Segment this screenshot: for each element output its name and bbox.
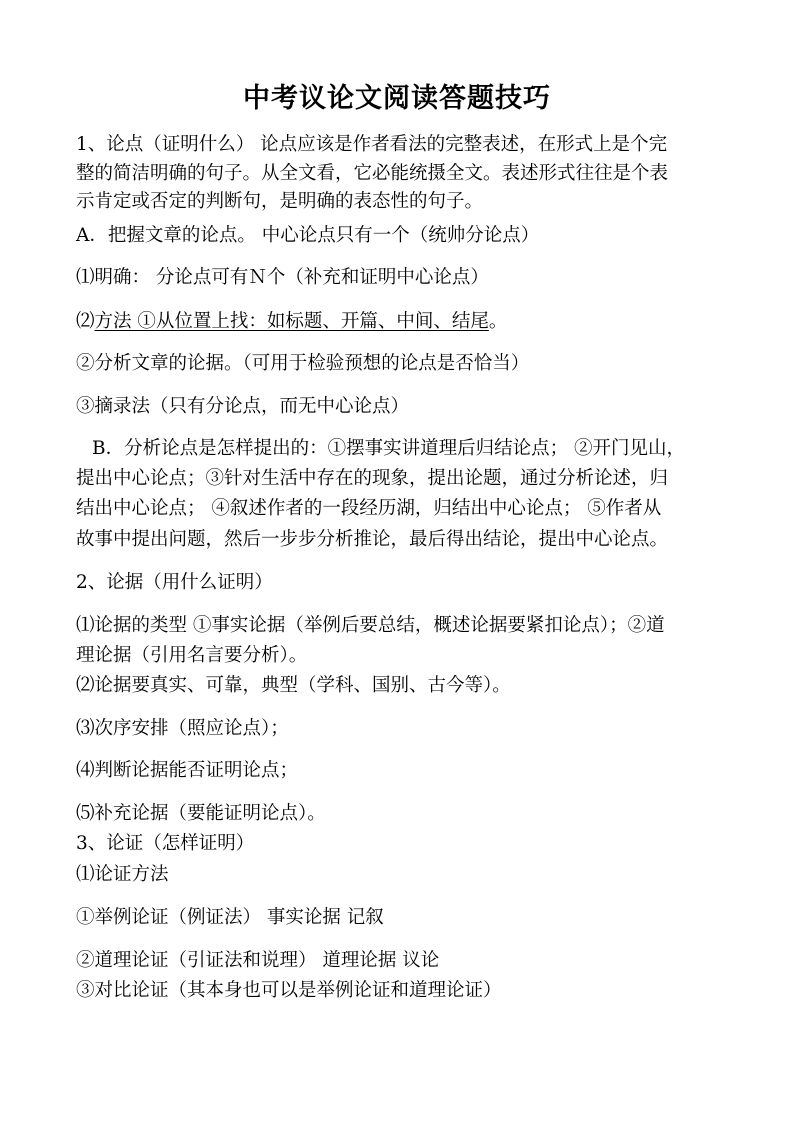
text-line-9: B．分析论点是怎样提出的：①摆事实讲道理后归结论点； ②开门见山， bbox=[92, 438, 685, 459]
text-line-11: 结出中心论点； ④叙述作者的一段经历湖，归结出中心论点； ⑤作者从 bbox=[76, 498, 662, 519]
text-line-23: ②道理论证（引证法和说理） 道理论据 议论 bbox=[76, 950, 440, 971]
text-line-18: ⑷判断论据能否证明论点； bbox=[76, 760, 299, 781]
text-line-6-prefix: ⑵ bbox=[76, 311, 95, 332]
document-title: 中考议论文阅读答题技巧 bbox=[243, 83, 551, 114]
text-line-12: 故事中提出问题，然后一步步分析推论，最后得出结论，提出中心论点。 bbox=[76, 529, 669, 550]
text-line-10: 提出中心论点；③针对生活中存在的现象，提出论题，通过分析论述，归 bbox=[76, 468, 669, 489]
text-line-14: ⑴论据的类型 ①事实论据（举例后要总结，概述论据要紧扣论点）；②道 bbox=[76, 615, 665, 636]
text-line-2: 整的简洁明确的句子。从全文看，它必能统摄全文。表述形式往往是个表 bbox=[76, 163, 669, 184]
text-line-8: ③摘录法（只有分论点，而无中心论点） bbox=[76, 396, 410, 417]
text-line-20: 3、论证（怎样证明） bbox=[76, 833, 255, 854]
text-line-17: ⑶次序安排（照应论点）； bbox=[76, 718, 289, 739]
text-line-15: 理论据（引用名言要分析）。 bbox=[76, 645, 308, 666]
text-line-5: ⑴明确： 分论点可有Ｎ个（补充和证明中心论点） bbox=[76, 267, 489, 288]
text-line-21: ⑴论证方法 bbox=[76, 864, 169, 885]
text-line-3: 示肯定或否定的判断句，是明确的表态性的句子。 bbox=[76, 191, 484, 212]
text-line-1: 1、论点（证明什么） 论点应该是作者看法的完整表述，在形式上是个完 bbox=[76, 134, 668, 155]
text-line-24: ③对比论证（其本身也可以是举例论证和道理论证） bbox=[76, 980, 502, 1001]
text-line-22: ①举例论证（例证法） 事实论据 记叙 bbox=[76, 907, 384, 928]
text-line-7: ②分析文章的论据。（可用于检验预想的论点是否恰当） bbox=[76, 353, 530, 374]
text-line-6 bbox=[76, 313, 507, 332]
text-line-16: ⑵论据要真实、可靠，典型（学科、国别、古今等）。 bbox=[76, 675, 511, 696]
text-line-6-suffix: 。 bbox=[488, 311, 508, 332]
text-line-19: ⑸补充论据（要能证明论点）。 bbox=[76, 803, 326, 824]
text-line-6-underlined: 方法 ①从位置上找：如标题、开篇、中间、结尾 bbox=[94, 311, 489, 332]
text-line-13: 2、论据（用什么证明） bbox=[76, 572, 273, 593]
text-line-4: A．把握文章的论点。 中心论点只有一个（统帅分论点） bbox=[76, 225, 540, 246]
